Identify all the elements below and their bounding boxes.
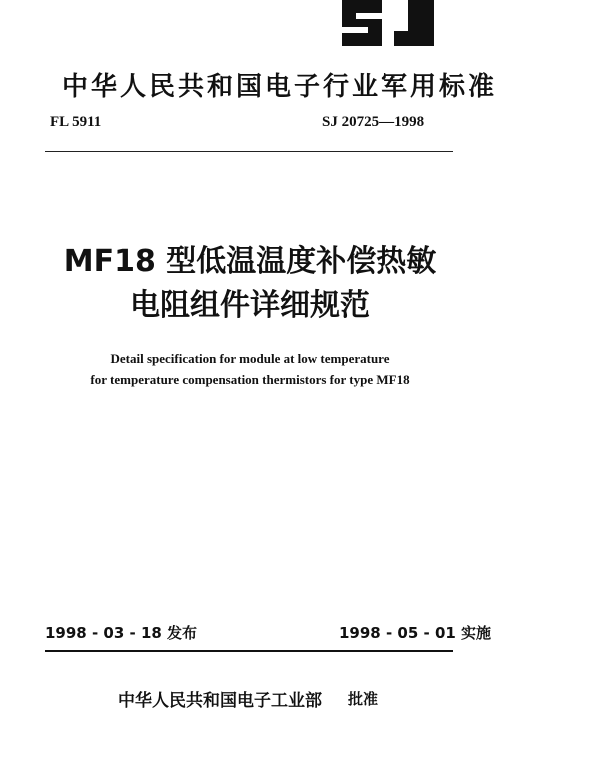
top-divider <box>45 151 453 152</box>
chinese-title <box>50 240 450 328</box>
chinese-title-line-2: 电阻组件详细规范 <box>130 288 370 323</box>
classification-code: FL 5911 <box>50 114 102 130</box>
effective-date: 1998 - 05 - 01 实施 <box>339 624 492 642</box>
bottom-divider <box>45 650 453 652</box>
sj-logo <box>338 0 438 50</box>
english-title <box>50 348 450 390</box>
logo-letter-j <box>394 0 434 46</box>
approving-authority: 中华人民共和国电子工业部 <box>118 691 322 711</box>
logo-letter-s <box>342 0 382 46</box>
english-title-line-1: Detail specification for module at low temperature <box>110 351 390 366</box>
chinese-title-line-1: MF18 型低温温度补偿热敏 <box>63 244 437 279</box>
industry-standard-title: 中华人民共和国电子行业军用标准 <box>62 72 498 102</box>
standard-number: SJ 20725—1998 <box>322 114 425 130</box>
issue-date: 1998 - 03 - 18 发布 <box>45 624 198 642</box>
approve-label: 批准 <box>348 690 379 708</box>
english-title-line-2: for temperature compensation thermistors for type MF18 <box>90 372 410 387</box>
